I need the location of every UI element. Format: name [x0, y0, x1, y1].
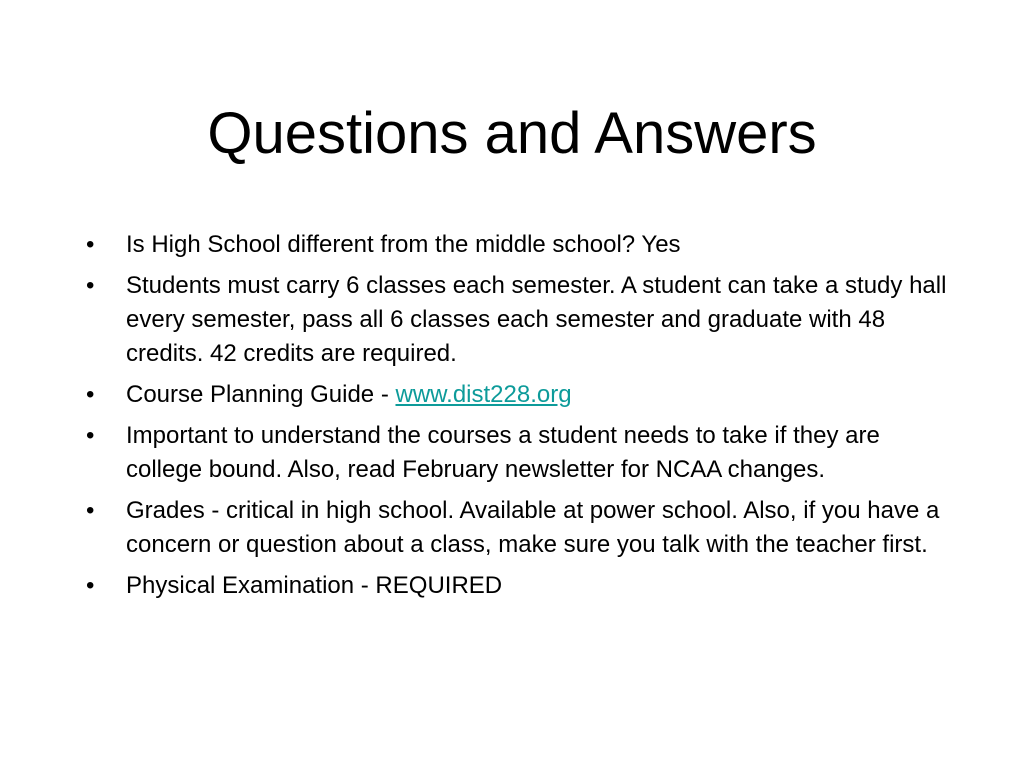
bullet-text: Course Planning Guide -	[126, 381, 396, 408]
bullet-icon: •	[86, 381, 95, 408]
bullet-list	[80, 228, 950, 610]
bullet-text: Grades - critical in high school. Available at power school. Also, if you have a concern or question about a class, make sure you talk with the teacher first.	[126, 497, 940, 558]
bullet-icon: •	[86, 272, 95, 299]
bullet-text: Students must carry 6 classes each semester. A student can take a study hall every semester, pass all 6 classes each semester and graduate with 48 credits. 42 credits are required.	[126, 272, 947, 367]
bullet-icon: •	[86, 422, 95, 449]
bullet-item-grades	[80, 494, 950, 562]
bullet-item-classes	[80, 269, 950, 371]
bullet-item-high-school	[80, 228, 950, 262]
bullet-item-college-bound	[80, 419, 950, 487]
bullet-icon: •	[86, 231, 95, 258]
bullet-item-course-guide	[80, 378, 950, 412]
course-guide-link[interactable]: www.dist228.org	[395, 381, 572, 408]
bullet-text: Physical Examination - REQUIRED	[126, 572, 503, 599]
bullet-text: Is High School different from the middle school? Yes	[126, 231, 681, 258]
bullet-icon: •	[86, 572, 95, 599]
slide-title: Questions and Answers	[207, 101, 817, 166]
bullet-text: Important to understand the courses a student needs to take if they are college bound. Also, read February newsletter for NCAA changes.	[126, 422, 880, 483]
bullet-item-physical	[80, 569, 950, 603]
bullet-icon: •	[86, 497, 95, 524]
